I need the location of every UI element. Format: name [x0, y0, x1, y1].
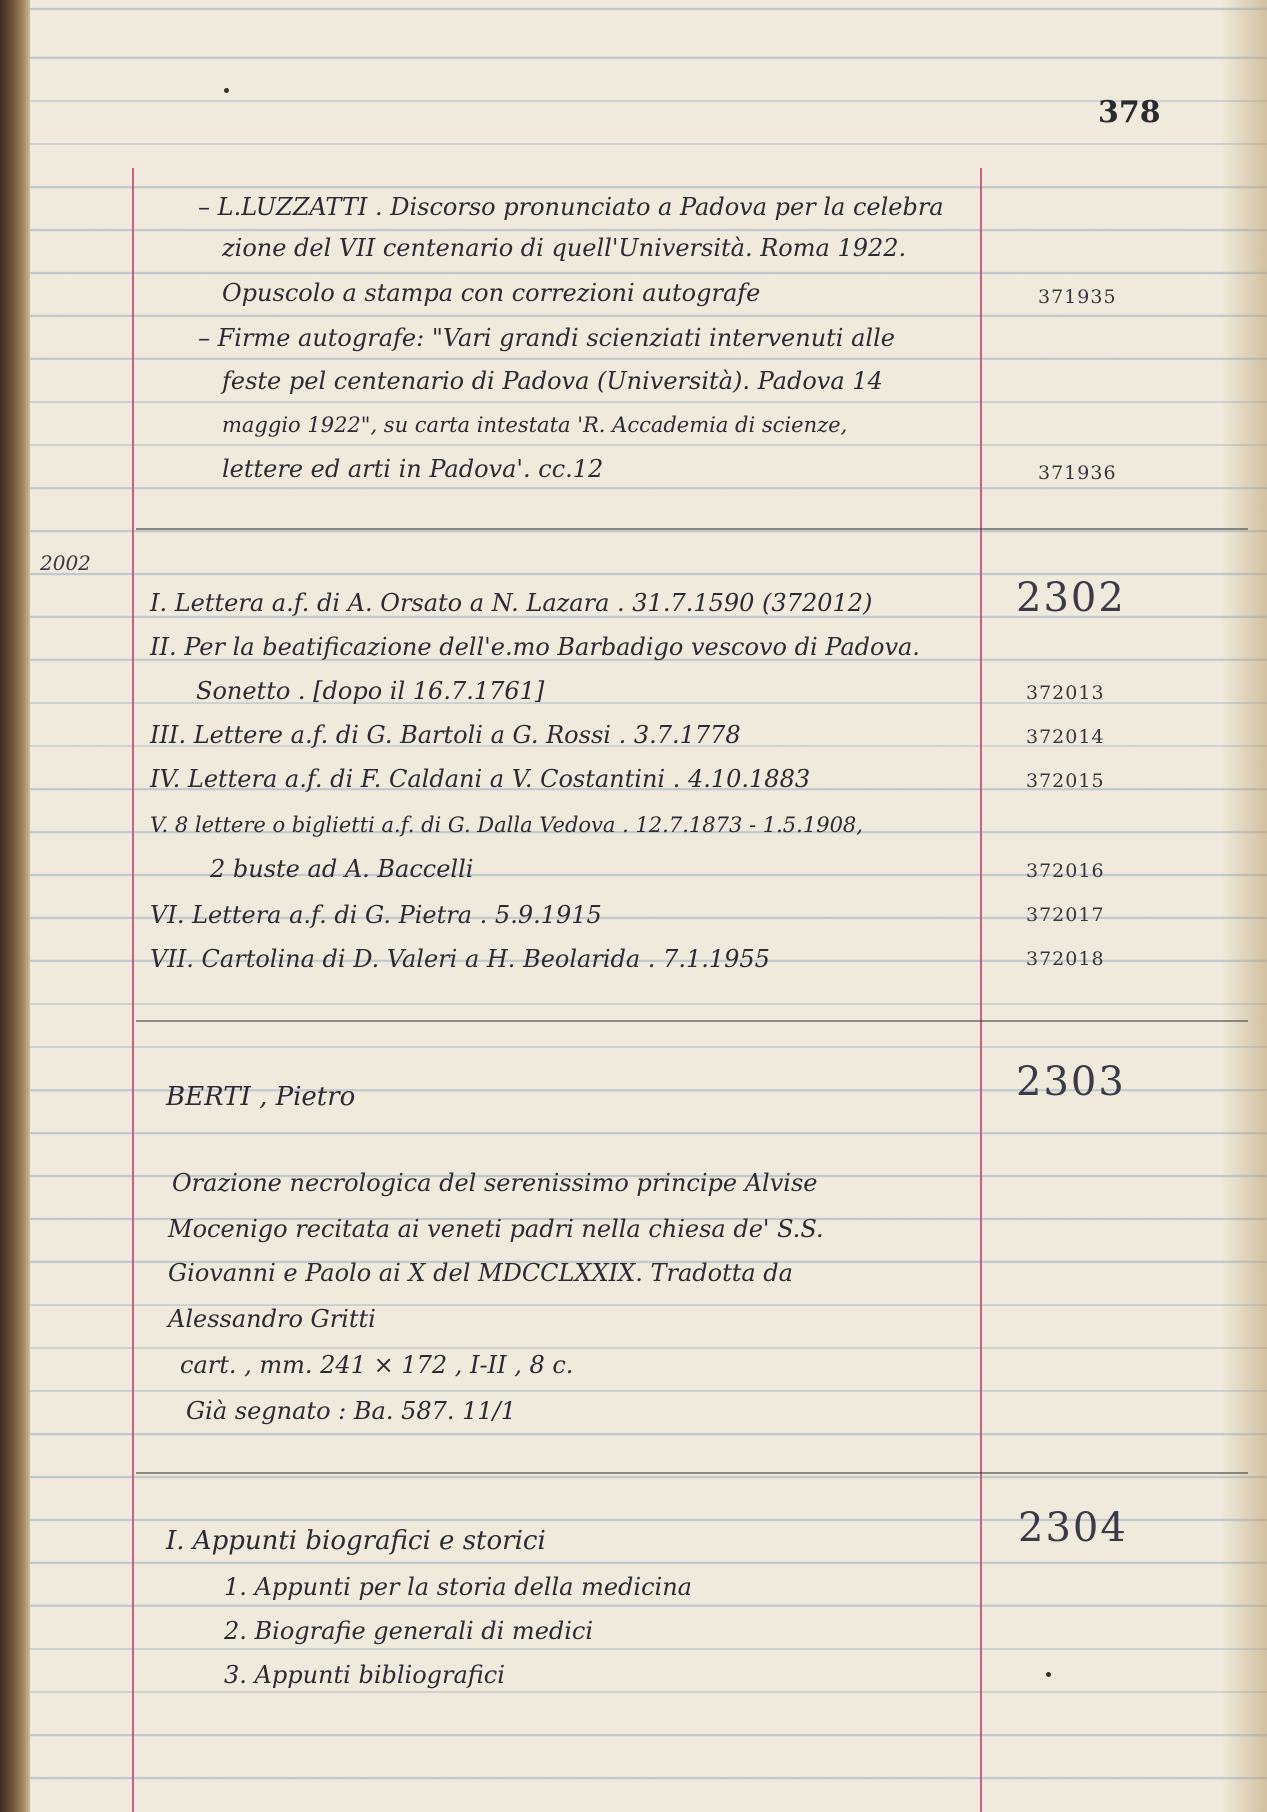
entry-number: 2303 [1016, 1059, 1126, 1105]
inventory-ref: 372016 [1026, 860, 1105, 882]
left-margin-line [132, 168, 134, 1812]
entry-line: V. 8 lettere o biglietti a.f. di G. Dalla Vedova . 12.7.1873 - 1.5.1908, [150, 813, 863, 837]
entry-line: Opuscolo a stampa con correzioni autografe [222, 279, 761, 307]
inventory-ref: 371936 [1038, 462, 1117, 484]
entry-line: Alessandro Gritti [168, 1305, 376, 1333]
entry-line: II. Per la beatificazione dell'e.mo Barbadigo vescovo di Padova. [150, 633, 920, 661]
entry-line: VI. Lettera a.f. di G. Pietra . 5.9.1915 [150, 901, 602, 929]
entry-line: lettere ed arti in Padova'. cc.12 [222, 455, 604, 483]
entry-line: – L.LUZZATTI . Discorso pronunciato a Padova per la celebra [198, 193, 944, 221]
margin-note: 2002 [40, 551, 91, 575]
entry-line: VII. Cartolina di D. Valeri a H. Beolarida . 7.1.1955 [150, 945, 770, 973]
entry-line: Già segnato : Ba. 587. 11/1 [186, 1397, 517, 1425]
ink-dot [1046, 1672, 1051, 1677]
entry-divider [136, 1020, 1248, 1022]
entry-number: 2304 [1018, 1505, 1128, 1551]
inventory-ref: 372014 [1026, 726, 1105, 748]
entry-line: zione del VII centenario di quell'Università. Roma 1922. [222, 234, 907, 262]
inventory-ref: 372013 [1026, 682, 1105, 704]
page-number: 378 [1098, 95, 1161, 130]
entry-heading: BERTI , Pietro [166, 1082, 356, 1112]
entry-line: 3. Appunti bibliografici [224, 1661, 505, 1689]
entry-line: 2. Biografie generali di medici [224, 1617, 594, 1645]
inventory-ref: 372015 [1026, 770, 1105, 792]
entry-line: Orazione necrologica del serenissimo principe Alvise [172, 1169, 818, 1197]
entry-line: IV. Lettera a.f. di F. Caldani a V. Costantini . 4.10.1883 [150, 765, 811, 793]
entry-line: I. Lettera a.f. di A. Orsato a N. Lazara . 31.7.1590 (372012) [150, 589, 873, 617]
entry-line: – Firme autografe: "Vari grandi scienziati intervenuti alle [198, 324, 895, 352]
entry-line: feste pel centenario di Padova (Università). Padova 14 [222, 367, 883, 395]
entry-divider [136, 528, 1248, 530]
entry-line: I. Appunti biografici e storici [166, 1526, 546, 1556]
entry-line: Giovanni e Paolo ai X del MDCCLXXIX. Tradotta da [168, 1259, 793, 1287]
entry-line: 2 buste ad A. Baccelli [210, 855, 474, 883]
page-edge-shadow [1221, 0, 1267, 1812]
inventory-ref: 372018 [1026, 948, 1105, 970]
right-margin-line [980, 168, 982, 1812]
entry-line: cart. , mm. 241 × 172 , I-II , 8 c. [180, 1351, 574, 1379]
book-binding [0, 0, 30, 1812]
entry-divider [136, 1472, 1248, 1474]
entry-line: Sonetto . [dopo il 16.7.1761] [196, 677, 545, 705]
inventory-ref: 372017 [1026, 904, 1105, 926]
ink-dot [224, 88, 229, 93]
entry-line: Mocenigo recitata ai veneti padri nella chiesa de' S.S. [168, 1215, 824, 1243]
entry-line: maggio 1922", su carta intestata 'R. Accademia di scienze, [222, 413, 848, 437]
entry-line: 1. Appunti per la storia della medicina [224, 1573, 692, 1601]
entry-line: III. Lettere a.f. di G. Bartoli a G. Rossi . 3.7.1778 [150, 721, 741, 749]
entry-number: 2302 [1016, 575, 1126, 621]
inventory-ref: 371935 [1038, 286, 1117, 308]
